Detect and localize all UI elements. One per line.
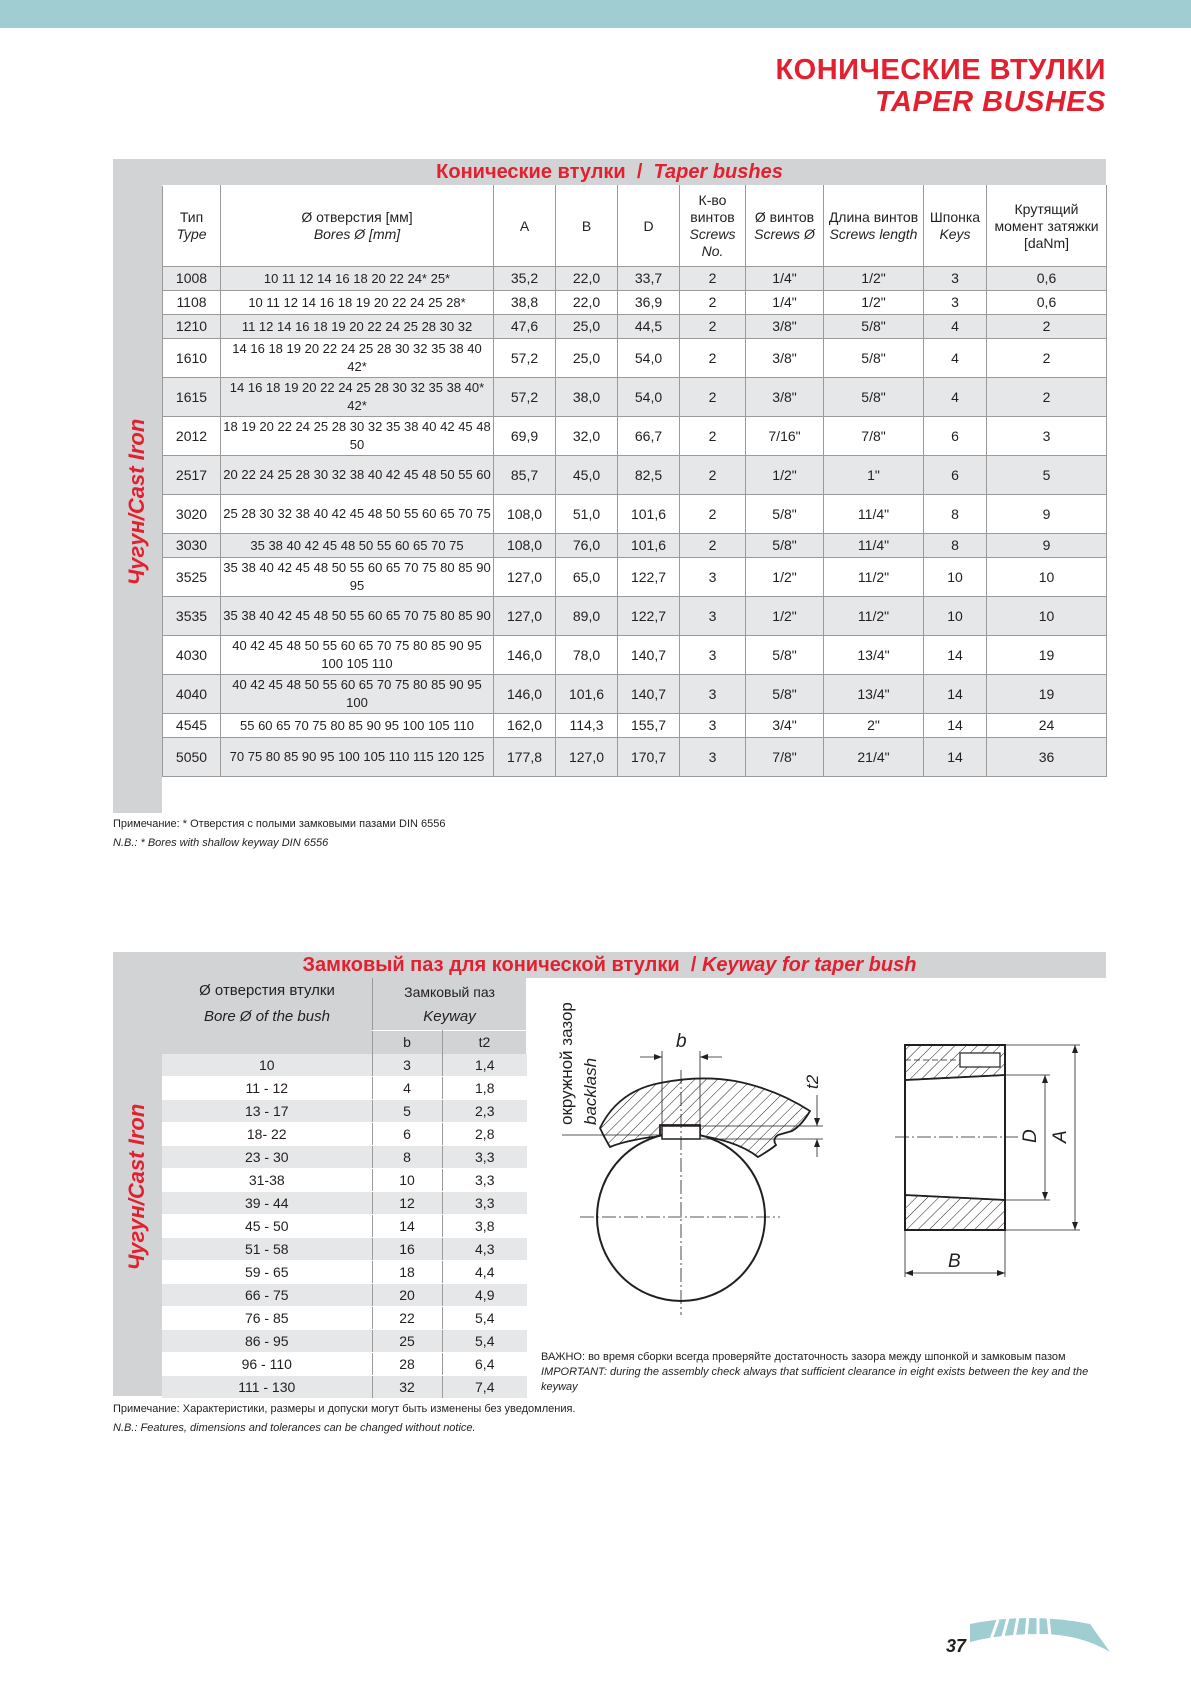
bore-range-cell: 51 - 58 xyxy=(162,1238,372,1261)
value-cell: 14 xyxy=(924,714,987,738)
value-cell: 8 xyxy=(924,495,987,534)
value-cell: 19 xyxy=(987,675,1107,714)
table-row xyxy=(162,1284,527,1307)
table2-head xyxy=(162,978,527,1054)
value-cell: 2 xyxy=(680,456,746,495)
value-cell: 10 xyxy=(987,558,1107,597)
table1-col-header xyxy=(680,186,746,267)
table-row xyxy=(163,558,1107,597)
keyway-b-cell: 22 xyxy=(372,1307,442,1330)
type-cell: 3525 xyxy=(163,558,221,597)
table-row xyxy=(163,417,1107,456)
value-cell: 5/8" xyxy=(824,378,924,417)
table-row xyxy=(162,1215,527,1238)
table2-note-ru: Примечание: Характеристики, размеры и допуски могут быть изменены без уведомления. xyxy=(113,1403,576,1415)
table1-col-header xyxy=(163,186,221,267)
bores-cell: 35 38 40 42 45 48 50 55 60 65 70 75 80 85 90 95 xyxy=(221,558,494,597)
keyway-b-cell: 18 xyxy=(372,1261,442,1284)
label-b: b xyxy=(676,1031,687,1052)
type-cell: 3020 xyxy=(163,495,221,534)
bores-cell: 20 22 24 25 28 30 32 38 40 42 45 48 50 55 60 xyxy=(221,456,494,495)
table2-note-en: N.B.: Features, dimensions and tolerances can be changed without notice. xyxy=(113,1422,476,1434)
col-header-en: Screws No. xyxy=(689,226,736,259)
keyway-t2-cell: 3,3 xyxy=(442,1169,527,1192)
value-cell: 9 xyxy=(987,495,1107,534)
table1-body xyxy=(163,267,1107,777)
value-cell: 2 xyxy=(680,267,746,291)
col-header-ru: Крутящий момент затяжки [daNm] xyxy=(994,200,1099,251)
value-cell: 170,7 xyxy=(618,738,680,777)
bore-range-cell: 76 - 85 xyxy=(162,1307,372,1330)
table-row xyxy=(162,1169,527,1192)
table2-header-en: Keyway for taper bush xyxy=(701,954,917,976)
value-cell: 127,0 xyxy=(556,738,618,777)
table-row xyxy=(162,1307,527,1330)
value-cell: 57,2 xyxy=(494,339,556,378)
table1-header-en: Taper bushes xyxy=(653,161,783,183)
value-cell: 101,6 xyxy=(556,675,618,714)
value-cell: 3 xyxy=(680,675,746,714)
keyway-b-cell: 6 xyxy=(372,1123,442,1146)
keyway-b-cell: 10 xyxy=(372,1169,442,1192)
table-row xyxy=(162,1238,527,1261)
value-cell: 5/8" xyxy=(746,636,824,675)
table1-col-header xyxy=(987,186,1107,267)
table2-header-ru: Замковый паз для конической втулки xyxy=(302,954,680,976)
keyway-b-cell: 14 xyxy=(372,1215,442,1238)
bore-range-cell: 10 xyxy=(162,1054,372,1077)
value-cell: 3/4" xyxy=(746,714,824,738)
bore-range-cell: 11 - 12 xyxy=(162,1077,372,1100)
table1-col-header xyxy=(924,186,987,267)
bores-cell: 70 75 80 85 90 95 100 105 110 115 120 125 xyxy=(221,738,494,777)
value-cell: 11/4" xyxy=(824,495,924,534)
keyway-b-cell: 12 xyxy=(372,1192,442,1215)
value-cell: 1" xyxy=(824,456,924,495)
table2-side-label: Чугун/Cast Iron xyxy=(124,1103,149,1271)
value-cell: 54,0 xyxy=(618,378,680,417)
table1-col-header xyxy=(618,186,680,267)
table-row xyxy=(163,534,1107,558)
type-cell: 4030 xyxy=(163,636,221,675)
bores-cell: 55 60 65 70 75 80 85 90 95 100 105 110 xyxy=(221,714,494,738)
type-cell: 4040 xyxy=(163,675,221,714)
value-cell: 7/16" xyxy=(746,417,824,456)
value-cell: 4 xyxy=(924,378,987,417)
value-cell: 9 xyxy=(987,534,1107,558)
value-cell: 2 xyxy=(680,495,746,534)
shaft-section-drawing xyxy=(562,1051,823,1315)
value-cell: 66,7 xyxy=(618,417,680,456)
value-cell: 36 xyxy=(987,738,1107,777)
col-header-en: Screws Ø xyxy=(754,226,815,242)
value-cell: 11/2" xyxy=(824,558,924,597)
table-row xyxy=(163,597,1107,636)
value-cell: 108,0 xyxy=(494,495,556,534)
bore-range-cell: 45 - 50 xyxy=(162,1215,372,1238)
table2-body xyxy=(162,1054,527,1399)
value-cell: 57,2 xyxy=(494,378,556,417)
value-cell: 78,0 xyxy=(556,636,618,675)
value-cell: 33,7 xyxy=(618,267,680,291)
bores-cell: 18 19 20 22 24 25 28 30 32 35 38 40 42 45 48 50 xyxy=(221,417,494,456)
keyway-table xyxy=(162,1054,527,1399)
table-row xyxy=(162,1376,527,1399)
value-cell: 3 xyxy=(924,291,987,315)
type-cell: 3535 xyxy=(163,597,221,636)
table1-col-header xyxy=(824,186,924,267)
col-header-en: Type xyxy=(176,226,207,242)
value-cell: 2 xyxy=(680,339,746,378)
value-cell: 13/4" xyxy=(824,675,924,714)
table1-header xyxy=(113,159,1106,185)
value-cell: 14 xyxy=(924,636,987,675)
keyway-t2-cell: 3,3 xyxy=(442,1192,527,1215)
table-row xyxy=(163,456,1107,495)
bores-cell: 40 42 45 48 50 55 60 65 70 75 80 85 90 95 100 105 110 xyxy=(221,636,494,675)
keyway-t2-cell: 6,4 xyxy=(442,1353,527,1376)
col-header-ru: B xyxy=(581,217,592,234)
value-cell: 3/8" xyxy=(746,315,824,339)
value-cell: 24 xyxy=(987,714,1107,738)
table-row xyxy=(162,1100,527,1123)
value-cell: 5/8" xyxy=(824,339,924,378)
value-cell: 5/8" xyxy=(824,315,924,339)
value-cell: 6 xyxy=(924,456,987,495)
top-color-bar xyxy=(0,0,1191,28)
bore-range-cell: 23 - 30 xyxy=(162,1146,372,1169)
value-cell: 162,0 xyxy=(494,714,556,738)
page-corner-decoration xyxy=(950,1612,1110,1664)
col-header-ru: D xyxy=(643,217,654,234)
value-cell: 127,0 xyxy=(494,597,556,636)
value-cell: 1/2" xyxy=(824,267,924,291)
bores-cell: 25 28 30 32 38 40 42 45 48 50 55 60 65 70 75 xyxy=(221,495,494,534)
bores-cell: 14 16 18 19 20 22 24 25 28 30 32 35 38 40* 42* xyxy=(221,378,494,417)
table-row xyxy=(163,714,1107,738)
value-cell: 3/8" xyxy=(746,378,824,417)
value-cell: 2 xyxy=(680,534,746,558)
bore-range-cell: 59 - 65 xyxy=(162,1261,372,1284)
table-row xyxy=(163,267,1107,291)
value-cell: 21/4" xyxy=(824,738,924,777)
important-note-ru: ВАЖНО: во время сборки всегда проверяйте достаточность зазора между шпонкой и замковым пазом xyxy=(541,1351,1066,1363)
important-note xyxy=(541,1350,1121,1395)
value-cell: 22,0 xyxy=(556,267,618,291)
table2-col2-en: Keyway xyxy=(423,1008,476,1025)
bores-cell: 40 42 45 48 50 55 60 65 70 75 80 85 90 95 100 xyxy=(221,675,494,714)
value-cell: 114,3 xyxy=(556,714,618,738)
bores-cell: 10 11 12 14 16 18 20 22 24* 25* xyxy=(221,267,494,291)
value-cell: 22,0 xyxy=(556,291,618,315)
value-cell: 69,9 xyxy=(494,417,556,456)
keyway-b-cell: 8 xyxy=(372,1146,442,1169)
value-cell: 0,6 xyxy=(987,291,1107,315)
type-cell: 2517 xyxy=(163,456,221,495)
value-cell: 2 xyxy=(680,378,746,417)
type-cell: 1008 xyxy=(163,267,221,291)
value-cell: 10 xyxy=(987,597,1107,636)
value-cell: 3 xyxy=(924,267,987,291)
table-row xyxy=(162,1330,527,1353)
table2-sub-t2: t2 xyxy=(478,1034,491,1050)
type-cell: 1210 xyxy=(163,315,221,339)
value-cell: 127,0 xyxy=(494,558,556,597)
value-cell: 146,0 xyxy=(494,636,556,675)
label-D: D xyxy=(1020,1129,1041,1143)
taper-bushes-table xyxy=(162,185,1107,777)
value-cell: 101,6 xyxy=(618,534,680,558)
type-cell: 4545 xyxy=(163,714,221,738)
value-cell: 54,0 xyxy=(618,339,680,378)
value-cell: 25,0 xyxy=(556,339,618,378)
keyway-t2-cell: 1,8 xyxy=(442,1077,527,1100)
value-cell: 3 xyxy=(680,558,746,597)
bore-range-cell: 66 - 75 xyxy=(162,1284,372,1307)
keyway-t2-cell: 5,4 xyxy=(442,1307,527,1330)
value-cell: 140,7 xyxy=(618,675,680,714)
bore-range-cell: 18- 22 xyxy=(162,1123,372,1146)
value-cell: 3 xyxy=(680,714,746,738)
value-cell: 5/8" xyxy=(746,675,824,714)
value-cell: 11/4" xyxy=(824,534,924,558)
keyway-t2-cell: 3,3 xyxy=(442,1146,527,1169)
type-cell: 3030 xyxy=(163,534,221,558)
value-cell: 10 xyxy=(924,558,987,597)
value-cell: 5/8" xyxy=(746,534,824,558)
table2-header-sep: / xyxy=(690,954,697,976)
table1-header-ru: Конические втулки xyxy=(436,161,626,183)
keyway-b-cell: 28 xyxy=(372,1353,442,1376)
type-cell: 1615 xyxy=(163,378,221,417)
keyway-b-cell: 3 xyxy=(372,1054,442,1077)
col-header-ru: Длина винтов xyxy=(828,209,919,225)
value-cell: 122,7 xyxy=(618,558,680,597)
table1-col-header xyxy=(494,186,556,267)
table-row xyxy=(162,1054,527,1077)
value-cell: 44,5 xyxy=(618,315,680,339)
type-cell: 1108 xyxy=(163,291,221,315)
value-cell: 1/4" xyxy=(746,267,824,291)
value-cell: 3 xyxy=(680,738,746,777)
type-cell: 5050 xyxy=(163,738,221,777)
value-cell: 108,0 xyxy=(494,534,556,558)
value-cell: 85,7 xyxy=(494,456,556,495)
value-cell: 1/4" xyxy=(746,291,824,315)
value-cell: 1/2" xyxy=(746,456,824,495)
table1-note-en: N.B.: * Bores with shallow keyway DIN 6556 xyxy=(113,837,329,849)
keyway-t2-cell: 2,3 xyxy=(442,1100,527,1123)
keyway-t2-cell: 5,4 xyxy=(442,1330,527,1353)
value-cell: 3 xyxy=(680,636,746,675)
bore-range-cell: 111 - 130 xyxy=(162,1376,372,1399)
col-header-en: Bores Ø [mm] xyxy=(313,226,401,242)
col-header-ru: A xyxy=(519,217,530,234)
table-row xyxy=(163,291,1107,315)
value-cell: 3 xyxy=(680,597,746,636)
value-cell: 2 xyxy=(680,315,746,339)
table1-col-header xyxy=(746,186,824,267)
bush-section-drawing xyxy=(895,1045,1080,1277)
bore-range-cell: 39 - 44 xyxy=(162,1192,372,1215)
table2-header xyxy=(113,952,1106,978)
table-row xyxy=(162,1146,527,1169)
table-row xyxy=(163,636,1107,675)
value-cell: 14 xyxy=(924,738,987,777)
table-row xyxy=(162,1192,527,1215)
bore-range-cell: 31-38 xyxy=(162,1169,372,1192)
col-header-ru: Ø винтов xyxy=(754,209,815,225)
label-backlash-ru: окружной зазор xyxy=(557,1002,576,1125)
table2-col2-ru: Замковый паз xyxy=(404,984,495,1000)
value-cell: 2" xyxy=(824,714,924,738)
page-title-ru: КОНИЧЕСКИЕ ВТУЛКИ xyxy=(775,54,1106,86)
value-cell: 0,6 xyxy=(987,267,1107,291)
value-cell: 14 xyxy=(924,675,987,714)
value-cell: 47,6 xyxy=(494,315,556,339)
label-A: A xyxy=(1050,1130,1071,1143)
value-cell: 38,8 xyxy=(494,291,556,315)
table-row xyxy=(163,738,1107,777)
page-number: 37 xyxy=(946,1636,967,1656)
value-cell: 89,0 xyxy=(556,597,618,636)
bore-range-cell: 96 - 110 xyxy=(162,1353,372,1376)
table1-col-header xyxy=(556,186,618,267)
col-header-en: Keys xyxy=(939,226,971,242)
bores-cell: 11 12 14 16 18 19 20 22 24 25 28 30 32 xyxy=(221,315,494,339)
label-B: B xyxy=(948,1251,961,1272)
value-cell: 10 xyxy=(924,597,987,636)
value-cell: 122,7 xyxy=(618,597,680,636)
keyway-t2-cell: 4,4 xyxy=(442,1261,527,1284)
value-cell: 5/8" xyxy=(746,495,824,534)
table1-side-label: Чугун/Cast Iron xyxy=(124,418,149,586)
table-row xyxy=(163,675,1107,714)
value-cell: 19 xyxy=(987,636,1107,675)
value-cell: 3/8" xyxy=(746,339,824,378)
value-cell: 2 xyxy=(987,315,1107,339)
bore-range-cell: 86 - 95 xyxy=(162,1330,372,1353)
table1-header-row xyxy=(163,186,1107,267)
value-cell: 4 xyxy=(924,339,987,378)
keyway-t2-cell: 4,9 xyxy=(442,1284,527,1307)
col-header-ru: Тип xyxy=(179,209,204,225)
keyway-b-cell: 20 xyxy=(372,1284,442,1307)
col-header-ru: К-во винтов xyxy=(690,192,735,225)
value-cell: 76,0 xyxy=(556,534,618,558)
table2-sub-b: b xyxy=(403,1034,411,1050)
table2-col1-ru: Ø отверстия втулки xyxy=(199,982,335,999)
value-cell: 2 xyxy=(987,339,1107,378)
value-cell: 65,0 xyxy=(556,558,618,597)
table-row xyxy=(163,339,1107,378)
value-cell: 2 xyxy=(987,378,1107,417)
value-cell: 45,0 xyxy=(556,456,618,495)
value-cell: 11/2" xyxy=(824,597,924,636)
type-cell: 2012 xyxy=(163,417,221,456)
keyway-b-cell: 25 xyxy=(372,1330,442,1353)
bores-cell: 35 38 40 42 45 48 50 55 60 65 70 75 80 85 90 xyxy=(221,597,494,636)
value-cell: 7/8" xyxy=(746,738,824,777)
value-cell: 2 xyxy=(680,291,746,315)
col-header-ru: Шпонка xyxy=(929,209,981,225)
keyway-b-cell: 5 xyxy=(372,1100,442,1123)
label-t2: t2 xyxy=(803,1074,822,1089)
table-row xyxy=(162,1123,527,1146)
keyway-b-cell: 4 xyxy=(372,1077,442,1100)
value-cell: 6 xyxy=(924,417,987,456)
table1-col-header xyxy=(221,186,494,267)
value-cell: 155,7 xyxy=(618,714,680,738)
value-cell: 13/4" xyxy=(824,636,924,675)
bores-cell: 35 38 40 42 45 48 50 55 60 65 70 75 xyxy=(221,534,494,558)
keyway-t2-cell: 3,8 xyxy=(442,1215,527,1238)
value-cell: 36,9 xyxy=(618,291,680,315)
table-row xyxy=(163,495,1107,534)
table1-note-ru: Примечание: * Отверстия с полыми замковыми пазами DIN 6556 xyxy=(113,818,446,830)
value-cell: 25,0 xyxy=(556,315,618,339)
bores-cell: 14 16 18 19 20 22 24 25 28 30 32 35 38 40 42* xyxy=(221,339,494,378)
table-row xyxy=(163,315,1107,339)
col-header-ru: Ø отверстия [мм] xyxy=(301,209,413,225)
value-cell: 1/2" xyxy=(824,291,924,315)
value-cell: 35,2 xyxy=(494,267,556,291)
table-row xyxy=(162,1261,527,1284)
important-note-en: IMPORTANT: during the assembly check always that sufficient clearance in eight exists between the key and the keyway xyxy=(541,1366,1089,1393)
keyway-t2-cell: 2,8 xyxy=(442,1123,527,1146)
value-cell: 32,0 xyxy=(556,417,618,456)
page-title-en: TAPER BUSHES xyxy=(874,86,1106,118)
label-backlash-en: backlash xyxy=(581,1057,600,1125)
value-cell: 7/8" xyxy=(824,417,924,456)
value-cell: 146,0 xyxy=(494,675,556,714)
value-cell: 2 xyxy=(680,417,746,456)
value-cell: 177,8 xyxy=(494,738,556,777)
value-cell: 1/2" xyxy=(746,597,824,636)
value-cell: 101,6 xyxy=(618,495,680,534)
value-cell: 3 xyxy=(987,417,1107,456)
type-cell: 1610 xyxy=(163,339,221,378)
value-cell: 1/2" xyxy=(746,558,824,597)
table-row xyxy=(162,1353,527,1376)
value-cell: 5 xyxy=(987,456,1107,495)
value-cell: 82,5 xyxy=(618,456,680,495)
bores-cell: 10 11 12 14 16 18 19 20 22 24 25 28* xyxy=(221,291,494,315)
value-cell: 51,0 xyxy=(556,495,618,534)
keyway-drawing xyxy=(540,985,1110,1325)
value-cell: 38,0 xyxy=(556,378,618,417)
table2-col1-en: Bore Ø of the bush xyxy=(204,1008,330,1025)
value-cell: 8 xyxy=(924,534,987,558)
keyway-b-cell: 32 xyxy=(372,1376,442,1399)
col-header-en: Screws length xyxy=(829,226,918,242)
keyway-t2-cell: 4,3 xyxy=(442,1238,527,1261)
bore-range-cell: 13 - 17 xyxy=(162,1100,372,1123)
value-cell: 140,7 xyxy=(618,636,680,675)
keyway-b-cell: 16 xyxy=(372,1238,442,1261)
value-cell: 4 xyxy=(924,315,987,339)
table-row xyxy=(163,378,1107,417)
keyway-t2-cell: 1,4 xyxy=(442,1054,527,1077)
table-row xyxy=(162,1077,527,1100)
keyway-t2-cell: 7,4 xyxy=(442,1376,527,1399)
table1-header-sep: / xyxy=(636,161,643,183)
